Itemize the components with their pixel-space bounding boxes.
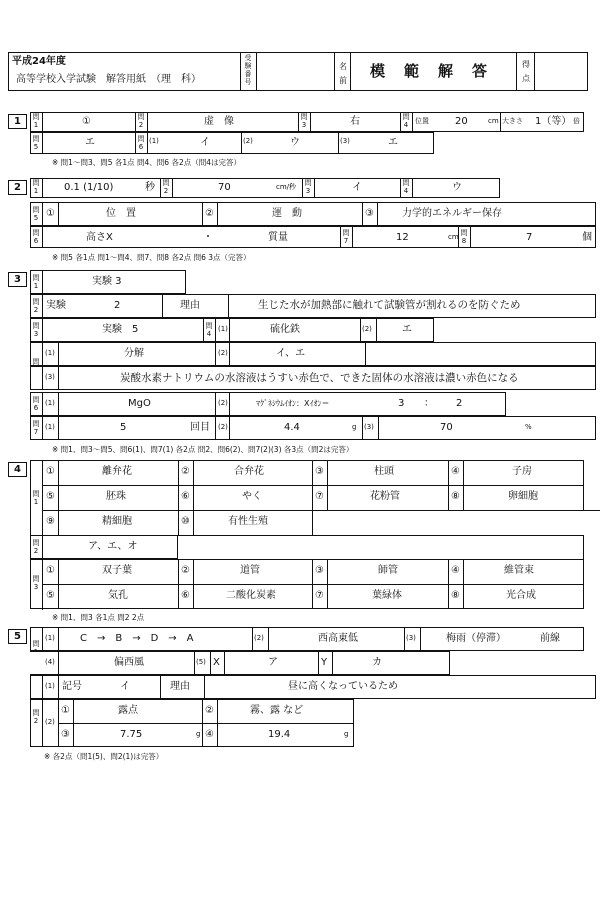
answer-4-b3: 師管 [378, 565, 398, 576]
model-answer-title: 模 範 解 答 [370, 62, 490, 80]
answer-3-q2: 2 [114, 300, 121, 311]
answer-2-q2: 70 [218, 182, 231, 193]
answer-2-q6-b: 質量 [268, 232, 288, 243]
answer-3-q4-2: エ [402, 324, 412, 335]
answer-5-q1-5-x: ア [268, 657, 278, 668]
answer-1-q6-2: ウ [290, 137, 300, 148]
answer-4-b2: 道管 [240, 565, 260, 576]
section-number: 5 [8, 629, 27, 644]
answer-5-q2-1-reason: 昼に高くなっているため [288, 681, 398, 692]
answer-2-q4: ウ [452, 182, 462, 193]
answer-1-q5: エ [85, 137, 95, 148]
answer-3-q3: 実験 5 [102, 324, 139, 335]
answer-4-b8: 光合成 [506, 590, 536, 601]
answer-5-q2-2-1: 露点 [118, 705, 138, 716]
answer-2-q8: 7 [526, 232, 533, 243]
answer-3-q5-3: 炭酸水素ナトリウムの水溶液はうすい赤色で、できた固体の水溶液は濃い赤色になる [120, 372, 519, 384]
answer-1-q4-position: 20 [455, 116, 468, 127]
section-number: 1 [8, 114, 27, 129]
answer-2-q3: イ [352, 182, 362, 193]
answer-5-q2-2-4: 19.4 [268, 729, 291, 740]
answer-5-q2-2-3: 7.75 [120, 729, 143, 740]
answer-3-q7-1: 5 [120, 422, 127, 433]
answer-3-q6-1: MgO [128, 398, 151, 409]
answer-1-q2: 虚 像 [204, 116, 234, 127]
answer-3-q7-2: 4.4 [284, 422, 300, 433]
answer-5-q1-1: C → B → D → A [80, 633, 194, 644]
answer-4-a1: 離弁花 [102, 466, 132, 477]
answer-4-b4: 維管束 [504, 565, 534, 576]
answer-2-q5-2: 運 動 [272, 208, 302, 219]
answer-1-q6-3: エ [388, 137, 398, 148]
scoring-note: ※ 問1～問3、問5 各1点 問4、問6 各2点（問4は完答） [52, 158, 241, 167]
answer-4-a10: 有性生殖 [228, 516, 268, 527]
answer-4-a4: 子房 [512, 466, 532, 477]
answer-3-q4-1: 硫化鉄 [270, 324, 300, 335]
answer-4-a9: 精細胞 [102, 516, 132, 527]
answer-3-q5-2: イ、エ [276, 348, 306, 359]
score-label: 得点 [522, 60, 530, 83]
answer-3-q5-1: 分解 [124, 348, 144, 359]
scoring-note: ※ 問1、問3～問5、問6(1)、問7(1) 各2点 問2、問6(2)、問7(2)(3) 各3点（問2は完答） [52, 445, 354, 454]
exam-number-field[interactable] [256, 52, 334, 91]
answer-4-q2: ア、エ、オ [88, 541, 138, 552]
scoring-note: ※ 問5 各1点 問1～問4、問7、問8 各2点 問6 3点（完答） [52, 253, 251, 262]
answer-3-q2-reason: 生じた水が加熱部に触れて試験管が割れるのを防ぐため [258, 299, 521, 311]
answer-4-a6: やく [242, 491, 262, 502]
answer-3-q6-2-b: 2 [456, 398, 463, 409]
answer-2-q5-1: 位 置 [106, 208, 136, 219]
answer-4-b7: 葉緑体 [372, 590, 402, 601]
answer-3-q6-2-a: 3 [398, 398, 405, 409]
answer-4-a2: 合弁花 [234, 466, 264, 477]
answer-5-q1-5-y: カ [372, 657, 382, 668]
answer-5-q2-1: イ [120, 681, 130, 692]
answer-5-q1-2: 西高東低 [318, 633, 358, 644]
answer-4-a5: 胚珠 [106, 491, 126, 502]
answer-1-q3: 右 [350, 116, 360, 127]
answer-1-q4-size: 1（等） [535, 116, 572, 127]
answer-2-q7: 12 [396, 232, 409, 243]
answer-4-a3: 柱頭 [374, 466, 394, 477]
section-number: 3 [8, 272, 27, 287]
answer-1-q1: ① [82, 116, 91, 127]
section-number: 4 [8, 462, 27, 477]
answer-2-q1: 0.1 (1/10) [64, 182, 114, 193]
answer-5-q2-2-2: 霧、露 など [250, 705, 304, 716]
answer-2-q5-3: 力学的エネルギー保存 [402, 208, 502, 219]
answer-2-q6-a: 高さX [86, 232, 113, 243]
scoring-note: ※ 問1、問3 各1点 問2 2点 [52, 613, 145, 622]
answer-3-q7-3: 70 [440, 422, 453, 433]
answer-4-b1: 双子葉 [102, 565, 132, 576]
section-number: 2 [8, 180, 27, 195]
answer-4-b5: 気孔 [108, 590, 128, 601]
answer-3-q1: 実験 3 [92, 276, 122, 287]
exam-year: 平成24年度 [12, 56, 66, 67]
answer-5-q1-3: 梅雨（停滞） [446, 633, 506, 644]
answer-4-a8: 卵細胞 [508, 491, 538, 502]
exam-number-label: 受験番号 [244, 54, 252, 86]
scoring-note: ※ 各2点（問1(5)、問2(1)は完答） [44, 752, 164, 761]
answer-1-q6-1: イ [200, 137, 210, 148]
answer-5-q1-4: 偏西風 [114, 657, 144, 668]
answer-4-a7: 花粉管 [370, 491, 400, 502]
name-label: 名前 [339, 62, 347, 85]
answer-4-b6: 二酸化炭素 [226, 590, 276, 601]
page-title: 高等学校入学試験 解答用紙 （理 科） [16, 74, 201, 85]
